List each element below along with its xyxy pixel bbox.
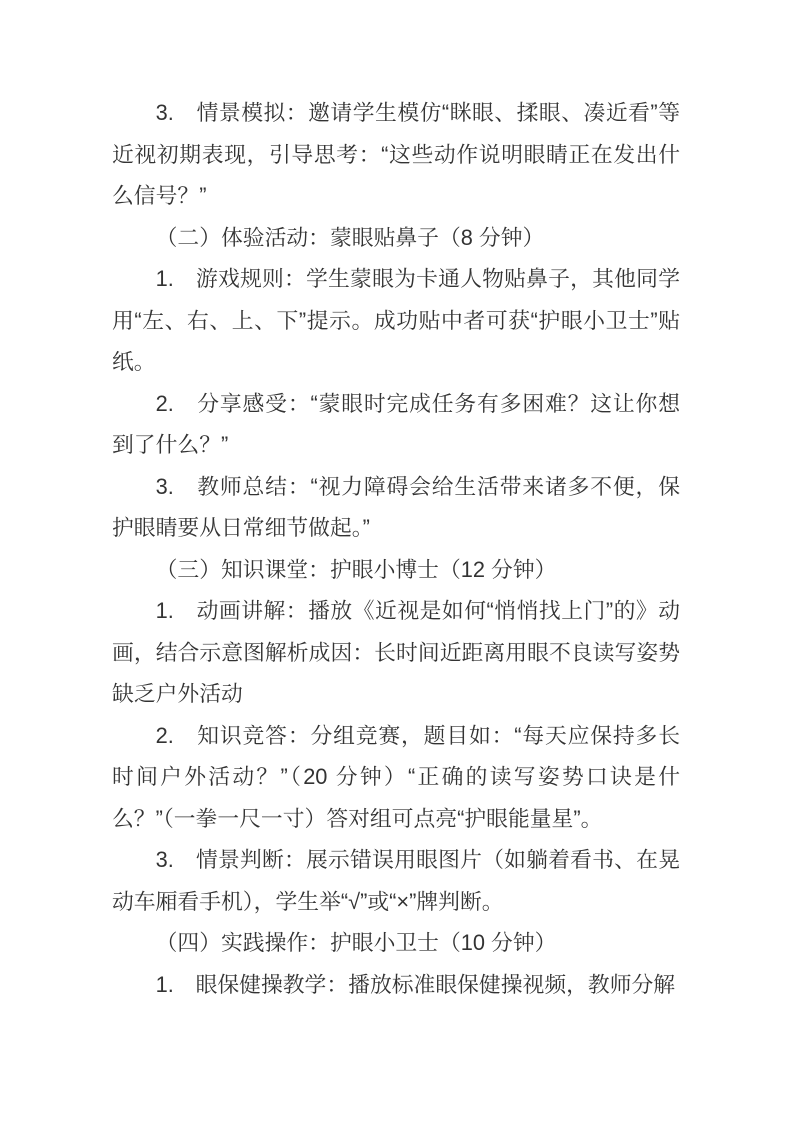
- list-item-share-feelings: 2. 分享感受：“蒙眼时完成任务有多困难？这让你想到了什么？”: [112, 390, 680, 457]
- section-heading-practice-operation: （四）实践操作：护眼小卫士（10 分钟）: [155, 930, 557, 955]
- section-heading-knowledge-class: （三）知识课堂：护眼小博士（12 分钟）: [155, 556, 557, 582]
- list-item-teacher-summary: 3. 教师总结：“视力障碍会给生活带来诸多不便，保护眼睛要从日常细节做起。”: [112, 473, 680, 540]
- document-text-block: [112, 92, 680, 1005]
- list-item-scenario-judgement: 3. 情景判断：展示错误用眼图片（如躺着看书、在晃动车厢看手机），学生举“√”或“×”牌判断。: [112, 847, 680, 914]
- list-item-animation-explain: 1. 动画讲解：播放《近视是如何“悄悄找上门”的》动画，结合示意图解析成因：长时间近距离用眼不良读写姿势缺乏户外活动: [112, 598, 680, 706]
- list-item-scenario-simulation: 3. 情景模拟：邀请学生模仿“眯眼、揉眼、凑近看”等近视初期表现，引导思考：“这些动作说明眼睛正在发出什么信号？”: [112, 100, 680, 208]
- section-heading-experience-activity: （二）体验活动：蒙眼贴鼻子（8 分钟）: [155, 224, 545, 250]
- list-item-eye-exercise-teaching: 1. 眼保健操教学：播放标准眼保健操视频，教师分解: [155, 971, 676, 997]
- list-item-knowledge-quiz: 2. 知识竞答：分组竞赛，题目如：“每天应保持多长时间户外活动？”（20 分钟）“正确的读写姿势口诀是什么？”（一拳一尺一寸）答对组可点亮“护眼能量星”。: [112, 722, 680, 831]
- list-item-game-rules: 1. 游戏规则：学生蒙眼为卡通人物贴鼻子，其他同学用“左、右、上、下”提示。成功贴中者可获“护眼小卫士”贴纸。: [112, 266, 680, 374]
